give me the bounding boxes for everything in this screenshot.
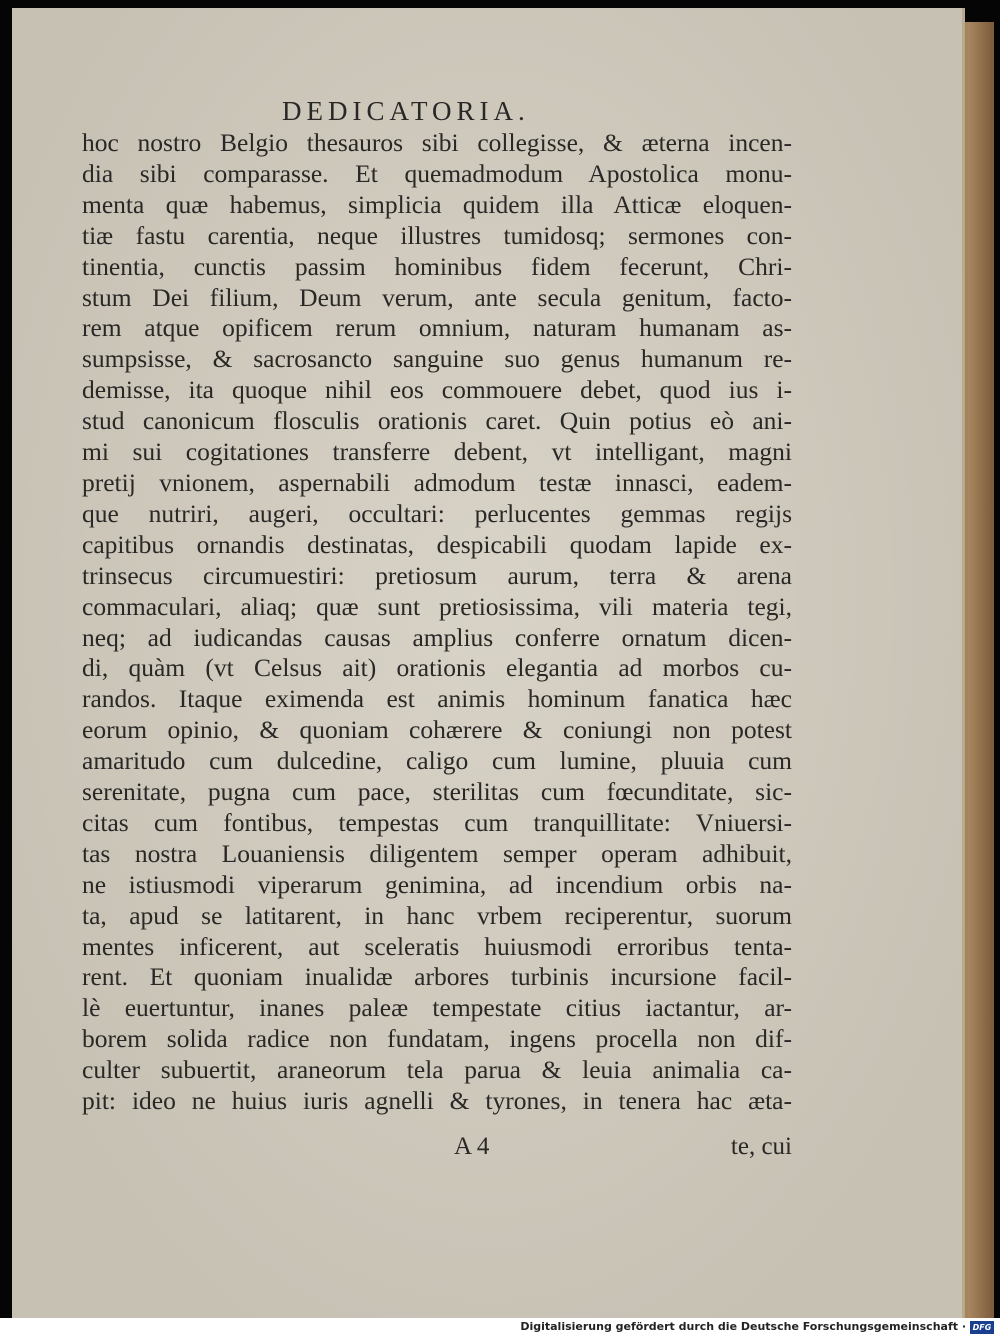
text-line: tiæ fastu carentia, neque illustres tumidosq; sermones con- bbox=[82, 220, 792, 250]
text-line: que nutriri, augeri, occultari: perlucentes gemmas regijs bbox=[82, 498, 792, 528]
text-line: menta quæ habemus, simplicia quidem illa Atticæ eloquen- bbox=[82, 189, 792, 219]
text-line: borem solida radice non fundatam, ingens procella non dif- bbox=[82, 1024, 792, 1054]
text-line: capitibus ornandis destinatas, despicabili quodam lapide ex- bbox=[82, 529, 792, 559]
text-line: eorum opinio, & quoniam cohærere & coniungi non potest bbox=[82, 715, 792, 745]
text-line: ta, apud se latitarent, in hanc vrbem reciperentur, suorum bbox=[82, 900, 792, 930]
text-line: ne istiusmodi viperarum genimina, ad incendium orbis na- bbox=[82, 869, 792, 899]
credit-text: Digitalisierung gefördert durch die Deutsche Forschungsgemeinschaft · bbox=[520, 1320, 966, 1333]
text-line: di, quàm (vt Celsus ait) orationis elegantia ad morbos cu- bbox=[82, 653, 792, 683]
text-line: mi sui cogitationes transferre debent, vt intelligant, magni bbox=[82, 437, 792, 467]
text-line: randos. Itaque eximenda est animis hominum fanatica hæc bbox=[82, 684, 792, 714]
text-line: culter subuertit, araneorum tela parua & leuia animalia ca- bbox=[82, 1055, 792, 1085]
text-line: neq; ad iudicandas causas amplius conferre ornatum dicen- bbox=[82, 622, 792, 652]
signature-mark: A 4 bbox=[454, 1133, 490, 1160]
text-line: lè euertuntur, inanes paleæ tempestate citius iactantur, ar- bbox=[82, 993, 792, 1023]
text-line: commaculari, aliaq; quæ sunt pretiosissima, vili materia tegi, bbox=[82, 591, 792, 621]
text-line: serenitate, pugna cum pace, sterilitas cum fœcunditate, sic- bbox=[82, 777, 792, 807]
text-line: rem atque opificem rerum omnium, naturam humanam as- bbox=[82, 313, 792, 343]
dfg-logo-icon: DFG bbox=[970, 1321, 994, 1334]
catchword: te, cui bbox=[730, 1133, 792, 1160]
text-line: tas nostra Louaniensis diligentem semper operam adhibuit, bbox=[82, 838, 792, 868]
text-line: hoc nostro Belgio thesauros sibi collegisse, & æterna incen- bbox=[82, 128, 792, 157]
text-line: mentes inficerent, aut sceleratis huiusmodi erroribus tenta- bbox=[82, 931, 792, 961]
text-line: sumpsisse, & sacrosancto sanguine suo genus humanum re- bbox=[82, 344, 792, 374]
text-line: pretij vnionem, aspernabili admodum testæ innasci, eadem- bbox=[82, 467, 792, 497]
digitization-credit-bar bbox=[0, 1318, 1000, 1338]
text-line: stud canonicum flosculis orationis caret. Quin potius eò ani- bbox=[82, 406, 792, 436]
text-line: trinsecus circumuestiri: pretiosum aurum, terra & arena bbox=[82, 560, 792, 590]
text-line: demisse, ita quoque nihil eos commouere debet, quod ius i- bbox=[82, 375, 792, 405]
text-line: pit: ideo ne huius iuris agnelli & tyrones, in tenera hac æta- bbox=[82, 1086, 792, 1116]
text-line: citas cum fontibus, tempestas cum tranquillitate: Vniuersi- bbox=[82, 807, 792, 837]
text-line: tinentia, cunctis passim hominibus fidem fecerunt, Chri- bbox=[82, 251, 792, 281]
text-line: stum Dei filium, Deum verum, ante secula genitum, facto- bbox=[82, 282, 792, 312]
text-line: dia sibi comparasse. Et quemadmodum Apostolica monu- bbox=[82, 158, 792, 188]
text-line: amaritudo cum dulcedine, caligo cum lumine, pluuia cum bbox=[82, 746, 792, 776]
text-line: rent. Et quoniam inualidæ arbores turbinis incursione facil- bbox=[82, 962, 792, 992]
running-header: DEDICATORIA. bbox=[282, 96, 530, 126]
body-text bbox=[82, 128, 792, 1117]
